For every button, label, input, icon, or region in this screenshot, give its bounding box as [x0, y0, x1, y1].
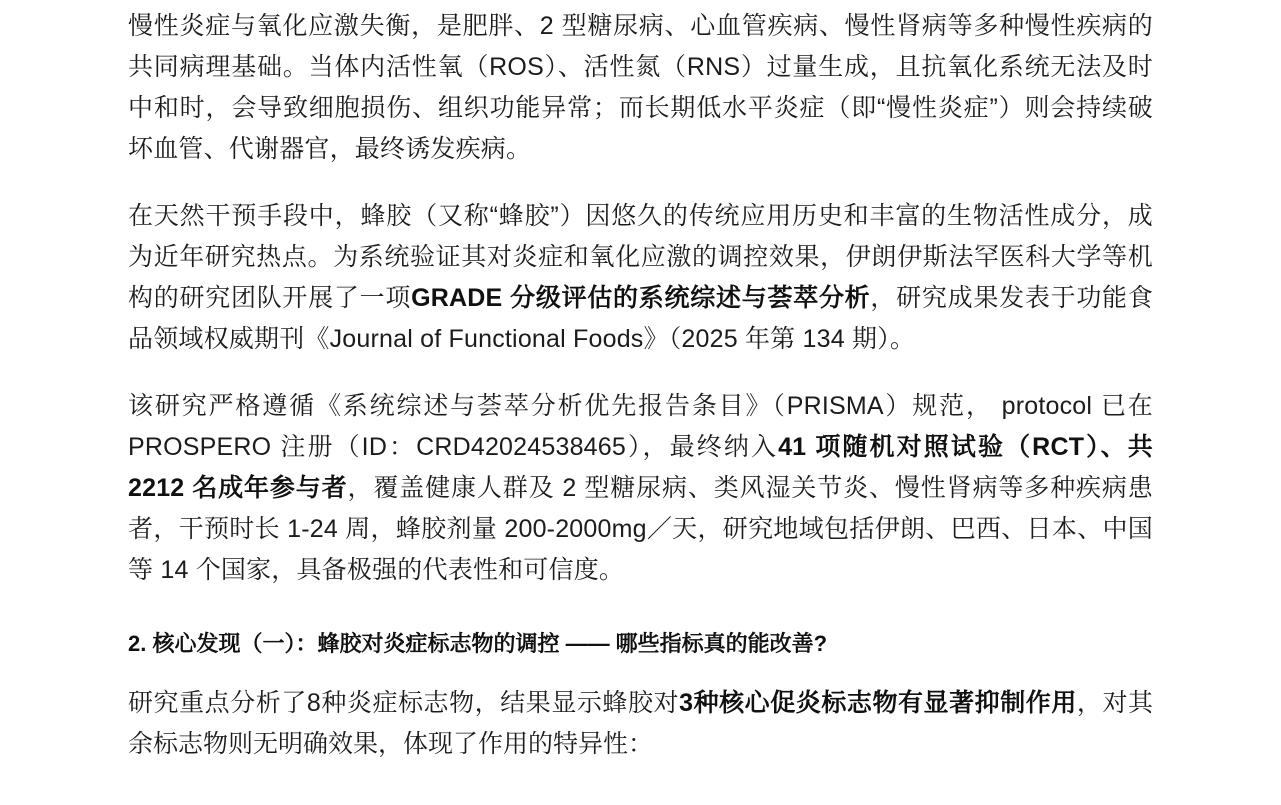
body-text: ，覆盖健康人群及 2 型糖尿病、类风湿关节炎、慢性肾病等多种疾病患者，干预时长 1-24 周，蜂胶剂量 200-2000mg／天，研究地域包括伊朗、巴西、日本、中国等 14 个国家，具备极强的代表性和可信度。 [128, 474, 1153, 584]
paragraph-intro-inflammation [128, 0, 1153, 170]
body-text: ，研究成果发表于功能食品领域权威期刊《Journal of Functional Foods》（2025 年第 134 期）。 [128, 284, 1154, 353]
paragraph-methodology [128, 386, 1153, 591]
emphasis-text: 3种核心促炎标志物有显著抑制作用 [679, 689, 1077, 717]
paragraph-propolis-research [128, 196, 1153, 360]
body-text: 慢性炎症与氧化应激失衡，是肥胖、2 型糖尿病、心血管疾病、慢性肾病等多种慢性疾病的共同病理基础。当体内活性氧（ROS）、活性氮（RNS）过量生成，且抗氧化系统无法及时中和时，会导致细胞损伤、组织功能异常；而长期低水平炎症（即“慢性炎症”）则会持续破坏血管、代谢器官，最终诱发疾病。 [128, 12, 1153, 163]
body-text: 该研究严格遵循《系统综述与荟萃分析优先报告条目》（PRISMA）规范， protocol 已在 PROSPERO 注册（ID：CRD42024538465），最终纳入 [128, 392, 1153, 461]
paragraph-findings-summary [128, 683, 1153, 765]
body-text: 研究重点分析了8种炎症标志物，结果显示蜂胶对 [128, 689, 680, 717]
emphasis-text: 41 项随机对照试验（RCT）、共 2212 名成年参与者 [128, 433, 1153, 502]
emphasis-text: GRADE 分级评估的系统综述与荟萃分析 [411, 284, 871, 312]
section-heading: 2. 核心发现（一）：蜂胶对炎症标志物的调控 —— 哪些指标真的能改善? [128, 631, 828, 656]
body-text: ，对其余标志物则无明确效果，体现了作用的特异性： [128, 689, 1153, 758]
body-text: 在天然干预手段中，蜂胶（又称“蜂胶”）因悠久的传统应用历史和丰富的生物活性成分，成为近年研究热点。为系统验证其对炎症和氧化应激的调控效果，伊朗伊斯法罕医科大学等机构的研究团队开展了一项 [128, 202, 1153, 312]
